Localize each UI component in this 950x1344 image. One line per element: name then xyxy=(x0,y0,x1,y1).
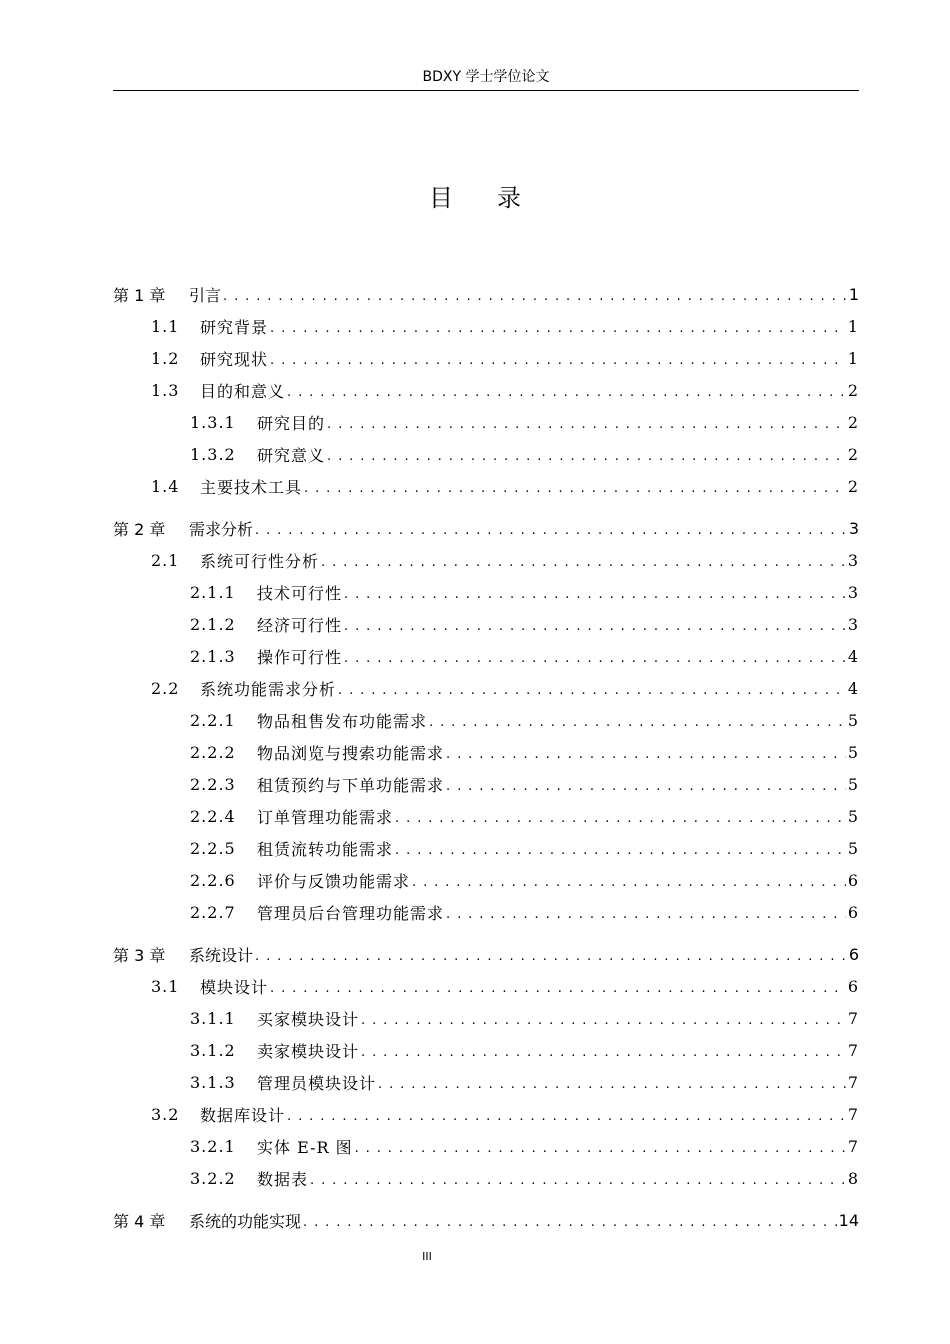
toc-entry-level-3[interactable] xyxy=(113,800,859,832)
toc-entry-number: 2.2 xyxy=(151,678,180,698)
toc-entry-page: 5 xyxy=(847,806,859,826)
toc-entry-label: 租赁流转功能需求 xyxy=(257,839,394,859)
toc-entry-number: 第 3 章 xyxy=(113,945,166,965)
toc-entry-level-3[interactable] xyxy=(113,1162,859,1194)
toc-entry-page: 1 xyxy=(848,284,859,304)
toc-entry-number: 2.1.2 xyxy=(190,614,236,634)
toc-entry-level-2[interactable] xyxy=(113,310,859,342)
toc-entry-number: 3.2 xyxy=(151,1104,180,1124)
toc-entry-label: 实体 E-R 图 xyxy=(257,1137,353,1157)
toc-leader-dots xyxy=(446,744,846,762)
toc-entry-label: 物品租售发布功能需求 xyxy=(257,711,428,731)
toc-entry-label: 系统可行性分析 xyxy=(200,551,320,571)
toc-leader-dots xyxy=(327,414,846,432)
toc-entry-page: 14 xyxy=(838,1210,859,1230)
toc-entry-level-2[interactable] xyxy=(113,970,859,1002)
toc-leader-dots xyxy=(361,1042,846,1060)
toc-entry-page: 3 xyxy=(848,518,859,538)
toc-leader-dots xyxy=(361,1010,846,1028)
toc-title: 目录 xyxy=(429,184,565,212)
toc-entry-number: 2.2.2 xyxy=(190,742,236,762)
toc-entry-level-3[interactable] xyxy=(113,576,859,608)
toc-entry-label: 引言 xyxy=(189,285,222,305)
toc-entry-number: 3.1.2 xyxy=(190,1040,236,1060)
toc-entry-page: 7 xyxy=(847,1040,859,1060)
toc-entry-number: 第 2 章 xyxy=(113,519,166,539)
toc-leader-dots xyxy=(344,584,846,602)
toc-leader-dots xyxy=(255,520,847,538)
toc-entry-number: 1.1 xyxy=(151,316,180,336)
toc-entry-level-3[interactable] xyxy=(113,608,859,640)
toc-entry-label: 物品浏览与搜索功能需求 xyxy=(257,743,445,763)
toc-entry-level-3[interactable] xyxy=(113,864,859,896)
toc-entry-label: 技术可行性 xyxy=(257,583,343,603)
toc-leader-dots xyxy=(378,1074,846,1092)
toc-entry-number: 3.1.1 xyxy=(190,1008,236,1028)
toc-entry-number: 2.2.5 xyxy=(190,838,236,858)
toc-entry-level-1[interactable] xyxy=(113,278,859,310)
toc-entry-number: 第 1 章 xyxy=(113,285,166,305)
toc-entry-number: 1.3 xyxy=(151,380,180,400)
toc-entry-label: 管理员后台管理功能需求 xyxy=(257,903,445,923)
toc-entry-level-3[interactable] xyxy=(113,640,859,672)
toc-entry-page: 6 xyxy=(848,944,859,964)
toc-leader-dots xyxy=(255,946,847,964)
toc-entry-page: 1 xyxy=(847,316,859,336)
toc-entry-level-3[interactable] xyxy=(113,1130,859,1162)
toc-entry-page: 7 xyxy=(847,1072,859,1092)
toc-leader-dots xyxy=(270,350,846,368)
toc-entry-page: 2 xyxy=(847,380,859,400)
toc-entry-label: 评价与反馈功能需求 xyxy=(257,871,411,891)
toc-entry-page: 6 xyxy=(847,902,859,922)
toc-leader-dots xyxy=(344,648,846,666)
toc-entry-label: 系统的功能实现 xyxy=(189,1211,302,1231)
toc-entry-page: 5 xyxy=(847,774,859,794)
toc-entry-label: 目的和意义 xyxy=(200,381,286,401)
toc-leader-dots xyxy=(270,978,846,996)
toc-leader-dots xyxy=(321,552,846,570)
toc-entry-level-3[interactable] xyxy=(113,704,859,736)
toc-entry-page: 6 xyxy=(847,870,859,890)
toc-entry-label: 主要技术工具 xyxy=(200,477,303,497)
toc-leader-dots xyxy=(446,904,846,922)
toc-entry-label: 管理员模块设计 xyxy=(257,1073,377,1093)
toc-entry-level-3[interactable] xyxy=(113,406,859,438)
toc-leader-dots xyxy=(303,1212,837,1230)
toc-entry-label: 买家模块设计 xyxy=(257,1009,360,1029)
toc-entry-label: 系统设计 xyxy=(189,945,254,965)
toc-entry-page: 5 xyxy=(847,742,859,762)
toc-entry-label: 研究背景 xyxy=(200,317,269,337)
toc-entry-number: 3.2.1 xyxy=(190,1136,236,1156)
toc-entry-number: 第 4 章 xyxy=(113,1211,166,1231)
toc-leader-dots xyxy=(446,776,846,794)
toc-entry-level-3[interactable] xyxy=(113,768,859,800)
toc-entry-page: 2 xyxy=(847,412,859,432)
toc-entry-level-3[interactable] xyxy=(113,736,859,768)
toc-entry-page: 3 xyxy=(847,614,859,634)
toc-entry-number: 2.1.1 xyxy=(190,582,236,602)
toc-leader-dots xyxy=(344,616,846,634)
toc-entry-number: 3.1 xyxy=(151,976,180,996)
toc-entry-level-3[interactable] xyxy=(113,1034,859,1066)
toc-entry-label: 订单管理功能需求 xyxy=(257,807,394,827)
toc-entry-label: 模块设计 xyxy=(200,977,269,997)
page-header xyxy=(113,66,859,91)
toc-entry-level-2[interactable] xyxy=(113,470,859,502)
toc-leader-dots xyxy=(310,1170,846,1188)
toc-entry-page: 7 xyxy=(847,1136,859,1156)
toc-entry-label: 需求分析 xyxy=(189,519,254,539)
toc-entry-label: 研究现状 xyxy=(200,349,269,369)
toc-entry-page: 6 xyxy=(847,976,859,996)
toc-entry-level-2[interactable] xyxy=(113,544,859,576)
toc-entry-page: 3 xyxy=(847,582,859,602)
toc-entry-page: 7 xyxy=(847,1008,859,1028)
toc-entry-page: 4 xyxy=(847,646,859,666)
page-number: III xyxy=(422,1250,432,1263)
toc-entry-level-1[interactable] xyxy=(113,938,859,970)
toc-entry-level-2[interactable] xyxy=(113,1098,859,1130)
toc-entry-level-2[interactable] xyxy=(113,374,859,406)
toc-leader-dots xyxy=(304,478,846,496)
toc-entry-number: 1.3.2 xyxy=(190,444,236,464)
toc-entry-level-3[interactable] xyxy=(113,438,859,470)
toc-entry-label: 研究意义 xyxy=(257,445,326,465)
toc-entry-page: 4 xyxy=(847,678,859,698)
toc-entry-level-3[interactable] xyxy=(113,896,859,928)
toc-leader-dots xyxy=(338,680,846,698)
toc-entry-page: 5 xyxy=(847,710,859,730)
toc-entry-page: 2 xyxy=(847,476,859,496)
toc-entry-number: 1.4 xyxy=(151,476,180,496)
toc-entry-level-3[interactable] xyxy=(113,1066,859,1098)
toc-entry-number: 1.2 xyxy=(151,348,180,368)
toc-leader-dots xyxy=(223,286,847,304)
toc-entry-label: 经济可行性 xyxy=(257,615,343,635)
toc-leader-dots xyxy=(287,1106,846,1124)
toc-entry-number: 3.2.2 xyxy=(190,1168,236,1188)
toc-entry-number: 2.2.3 xyxy=(190,774,236,794)
toc-leader-dots xyxy=(287,382,846,400)
toc-entry-level-2[interactable] xyxy=(113,672,859,704)
toc-entry-level-3[interactable] xyxy=(113,1002,859,1034)
toc-entry-number: 2.1 xyxy=(151,550,180,570)
toc-entry-label: 卖家模块设计 xyxy=(257,1041,360,1061)
toc-leader-dots xyxy=(395,808,846,826)
toc-entry-number: 2.1.3 xyxy=(190,646,236,666)
toc-entry-number: 2.2.4 xyxy=(190,806,236,826)
table-of-contents xyxy=(113,278,859,1236)
toc-entry-level-1[interactable] xyxy=(113,512,859,544)
toc-entry-page: 7 xyxy=(847,1104,859,1124)
toc-entry-page: 8 xyxy=(847,1168,859,1188)
toc-entry-label: 研究目的 xyxy=(257,413,326,433)
toc-entry-level-2[interactable] xyxy=(113,342,859,374)
toc-entry-label: 租赁预约与下单功能需求 xyxy=(257,775,445,795)
toc-entry-label: 系统功能需求分析 xyxy=(200,679,337,699)
toc-leader-dots xyxy=(355,1138,846,1156)
toc-entry-page: 5 xyxy=(847,838,859,858)
toc-entry-number: 3.1.3 xyxy=(190,1072,236,1092)
toc-entry-number: 2.2.6 xyxy=(190,870,236,890)
toc-entry-label: 数据库设计 xyxy=(200,1105,286,1125)
toc-entry-page: 1 xyxy=(847,348,859,368)
toc-entry-number: 2.2.7 xyxy=(190,902,236,922)
toc-entry-label: 操作可行性 xyxy=(257,647,343,667)
toc-leader-dots xyxy=(270,318,846,336)
header-title: BDXY 学士学位论文 xyxy=(422,69,550,85)
toc-entry-level-3[interactable] xyxy=(113,832,859,864)
toc-entry-number: 1.3.1 xyxy=(190,412,236,432)
toc-entry-page: 3 xyxy=(847,550,859,570)
toc-leader-dots xyxy=(327,446,846,464)
toc-entry-number: 2.2.1 xyxy=(190,710,236,730)
toc-leader-dots xyxy=(429,712,846,730)
toc-entry-level-1[interactable] xyxy=(113,1204,859,1236)
toc-leader-dots xyxy=(395,840,846,858)
toc-leader-dots xyxy=(412,872,846,890)
toc-entry-page: 2 xyxy=(847,444,859,464)
toc-entry-label: 数据表 xyxy=(257,1169,309,1189)
